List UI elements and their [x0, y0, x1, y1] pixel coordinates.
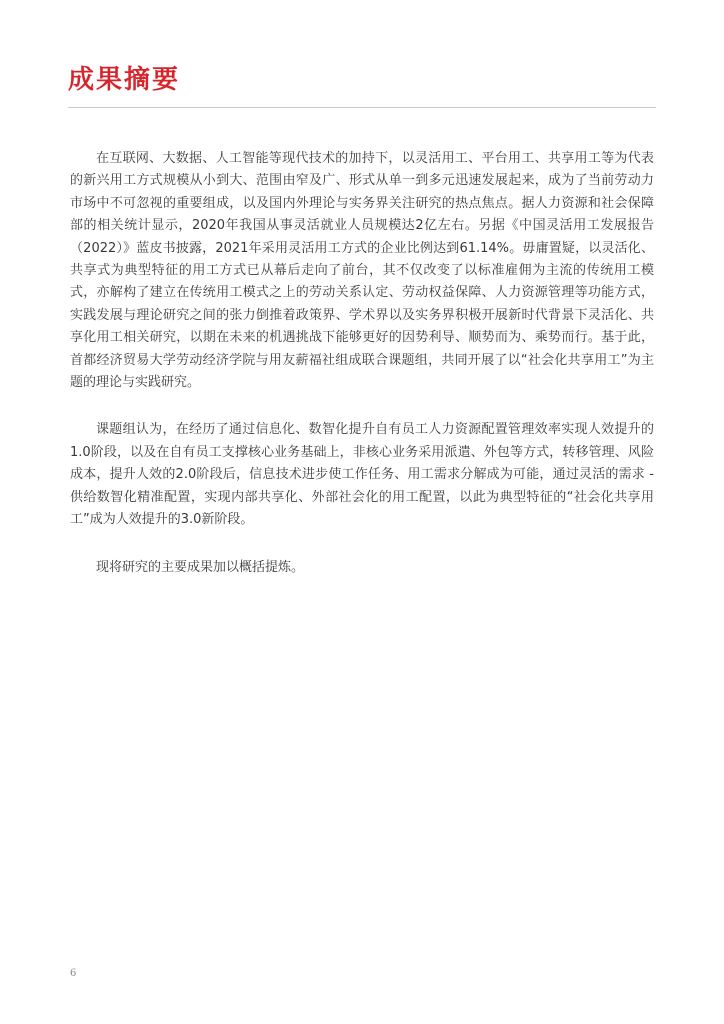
page-title: 成果摘要 [68, 65, 181, 95]
summary-body [70, 148, 654, 604]
paragraph-conclusion: 现将研究的主要成果加以概括提炼。 [96, 559, 305, 575]
title-divider [68, 107, 656, 108]
paragraph-background: 在互联网、大数据、人工智能等现代技术的加持下，以灵活用工、平台用工、共享用工等为代表的新兴用工方式规模从小到大、范围由窄及广、形式从单一到多元迅速发展起来，成为了当前劳动力市场中不可忽视的重要组成，以及国内外理论与实务界关注研究的热点焦点。据人力资源和社会保障部的相关统计显示，2020年我国从事灵活就业人员规模达2亿左右。另据《中国灵活用工发展报告（2022）》蓝皮书披露，2021年采用灵活用工方式的企业比例达到61.14%。毋庸置疑，以灵活化、共享式为典型特征的用工方式已从幕后走向了前台，其不仅改变了以标准雇佣为主流的传统用工模式，亦解构了建立在传统用工模式之上的劳动关系认定、劳动权益保障、人力资源管理等功能方式，实践发展与理论研究之间的张力倒推着政策界、学术界以及实务界积极开展新时代背景下灵活化、共享化用工相关研究，以期在未来的机遇挑战下能够更好的因势利导、顺势而为、乘势而行。基于此，首都经济贸易大学劳动经济学院与用友薪福社组成联合课题组，共同开展了以“社会化共享用工”为主题的理论与实践研究。 [70, 151, 654, 391]
page-number: 6 [70, 968, 77, 979]
paragraph-findings: 课题组认为，在经历了通过信息化、数智化提升自有员工人力资源配置管理效率实现人效提升的1.0阶段，以及在自有员工支撑核心业务基础上，非核心业务采用派遣、外包等方式，转移管理、风险成本，提升人效的2.0阶段后，信息技术进步使工作任务、用工需求分解成为可能，通过灵活的需求 - 供给数智化精准配置，实现内部共享化、外部社会化的用工配置，以此为典型特征的“社会化共享用工”成为人效提升的3.0新阶段。 [70, 422, 654, 528]
